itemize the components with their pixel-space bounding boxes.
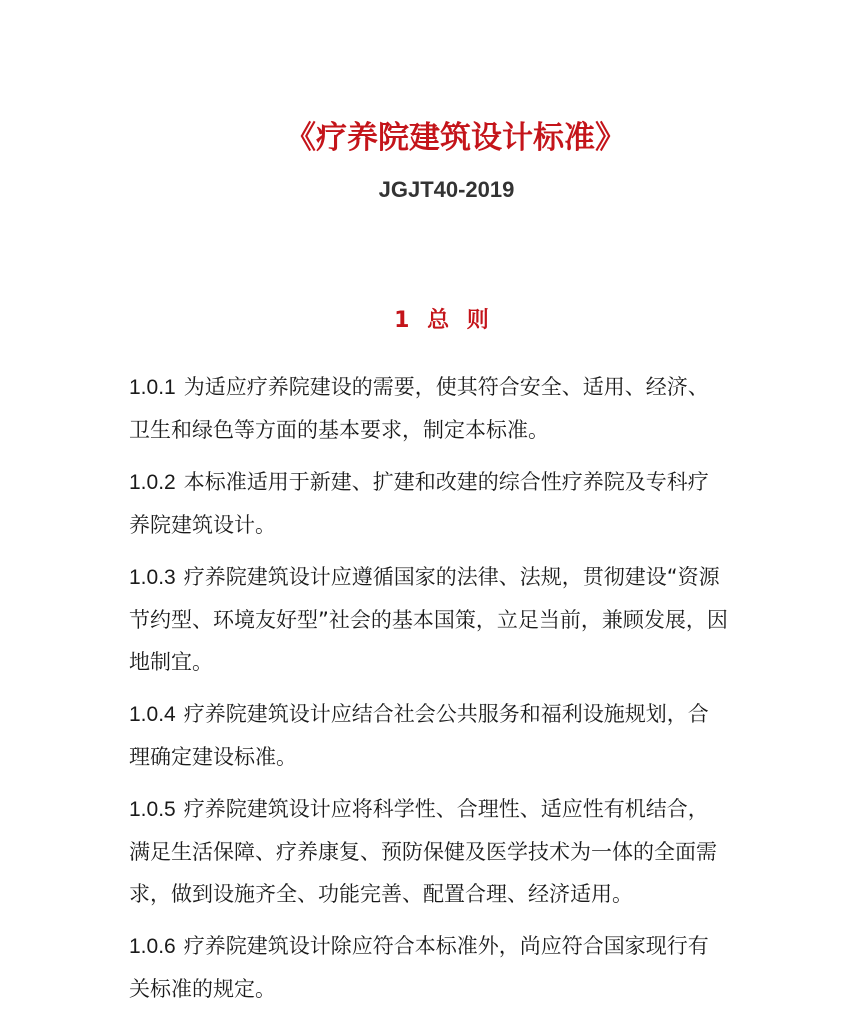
standard-code: JGJT40-2019 [378,177,515,202]
clause-number: 1.0.5 [129,798,176,821]
clause-number: 1.0.4 [129,703,176,726]
chapter-title: 1 总 则 [394,308,489,333]
clause-list [129,366,729,1020]
clause-text: 疗养院建筑设计应遵循国家的法律、法规，贯彻建设“资源节约型、环境友好型”社会的基本国策，立足当前，兼顾发展，因地制宜。 [129,565,728,674]
clause-number: 1.0.3 [129,566,176,589]
clause-text: 疗养院建筑设计除应符合本标准外，尚应符合国家现行有关标准的规定。 [129,934,709,1001]
clause-1-0-3 [129,556,729,683]
clause-text: 疗养院建筑设计应将科学性、合理性、适应性有机结合，满足生活保障、疗养康复、预防保健及医学技术为一体的全面需求，做到设施齐全、功能完善、配置合理、经济适用。 [129,797,717,906]
clause-number: 1.0.2 [129,471,176,494]
document-title: 《疗养院建筑设计标准》 [285,120,626,156]
clause-text: 为适应疗养院建设的需要，使其符合安全、适用、经济、卫生和绿色等方面的基本要求，制定本标准。 [129,375,709,442]
clause-1-0-6 [129,925,729,1010]
clause-text: 本标准适用于新建、扩建和改建的综合性疗养院及专科疗养院建筑设计。 [129,470,709,537]
clause-1-0-5 [129,788,729,915]
clause-1-0-2 [129,461,729,546]
clause-1-0-4 [129,693,729,778]
clause-text: 疗养院建筑设计应结合社会公共服务和福利设施规划，合理确定建设标准。 [129,702,709,769]
clause-number: 1.0.1 [129,376,176,399]
clause-number: 1.0.6 [129,935,176,958]
clause-1-0-1 [129,366,729,451]
